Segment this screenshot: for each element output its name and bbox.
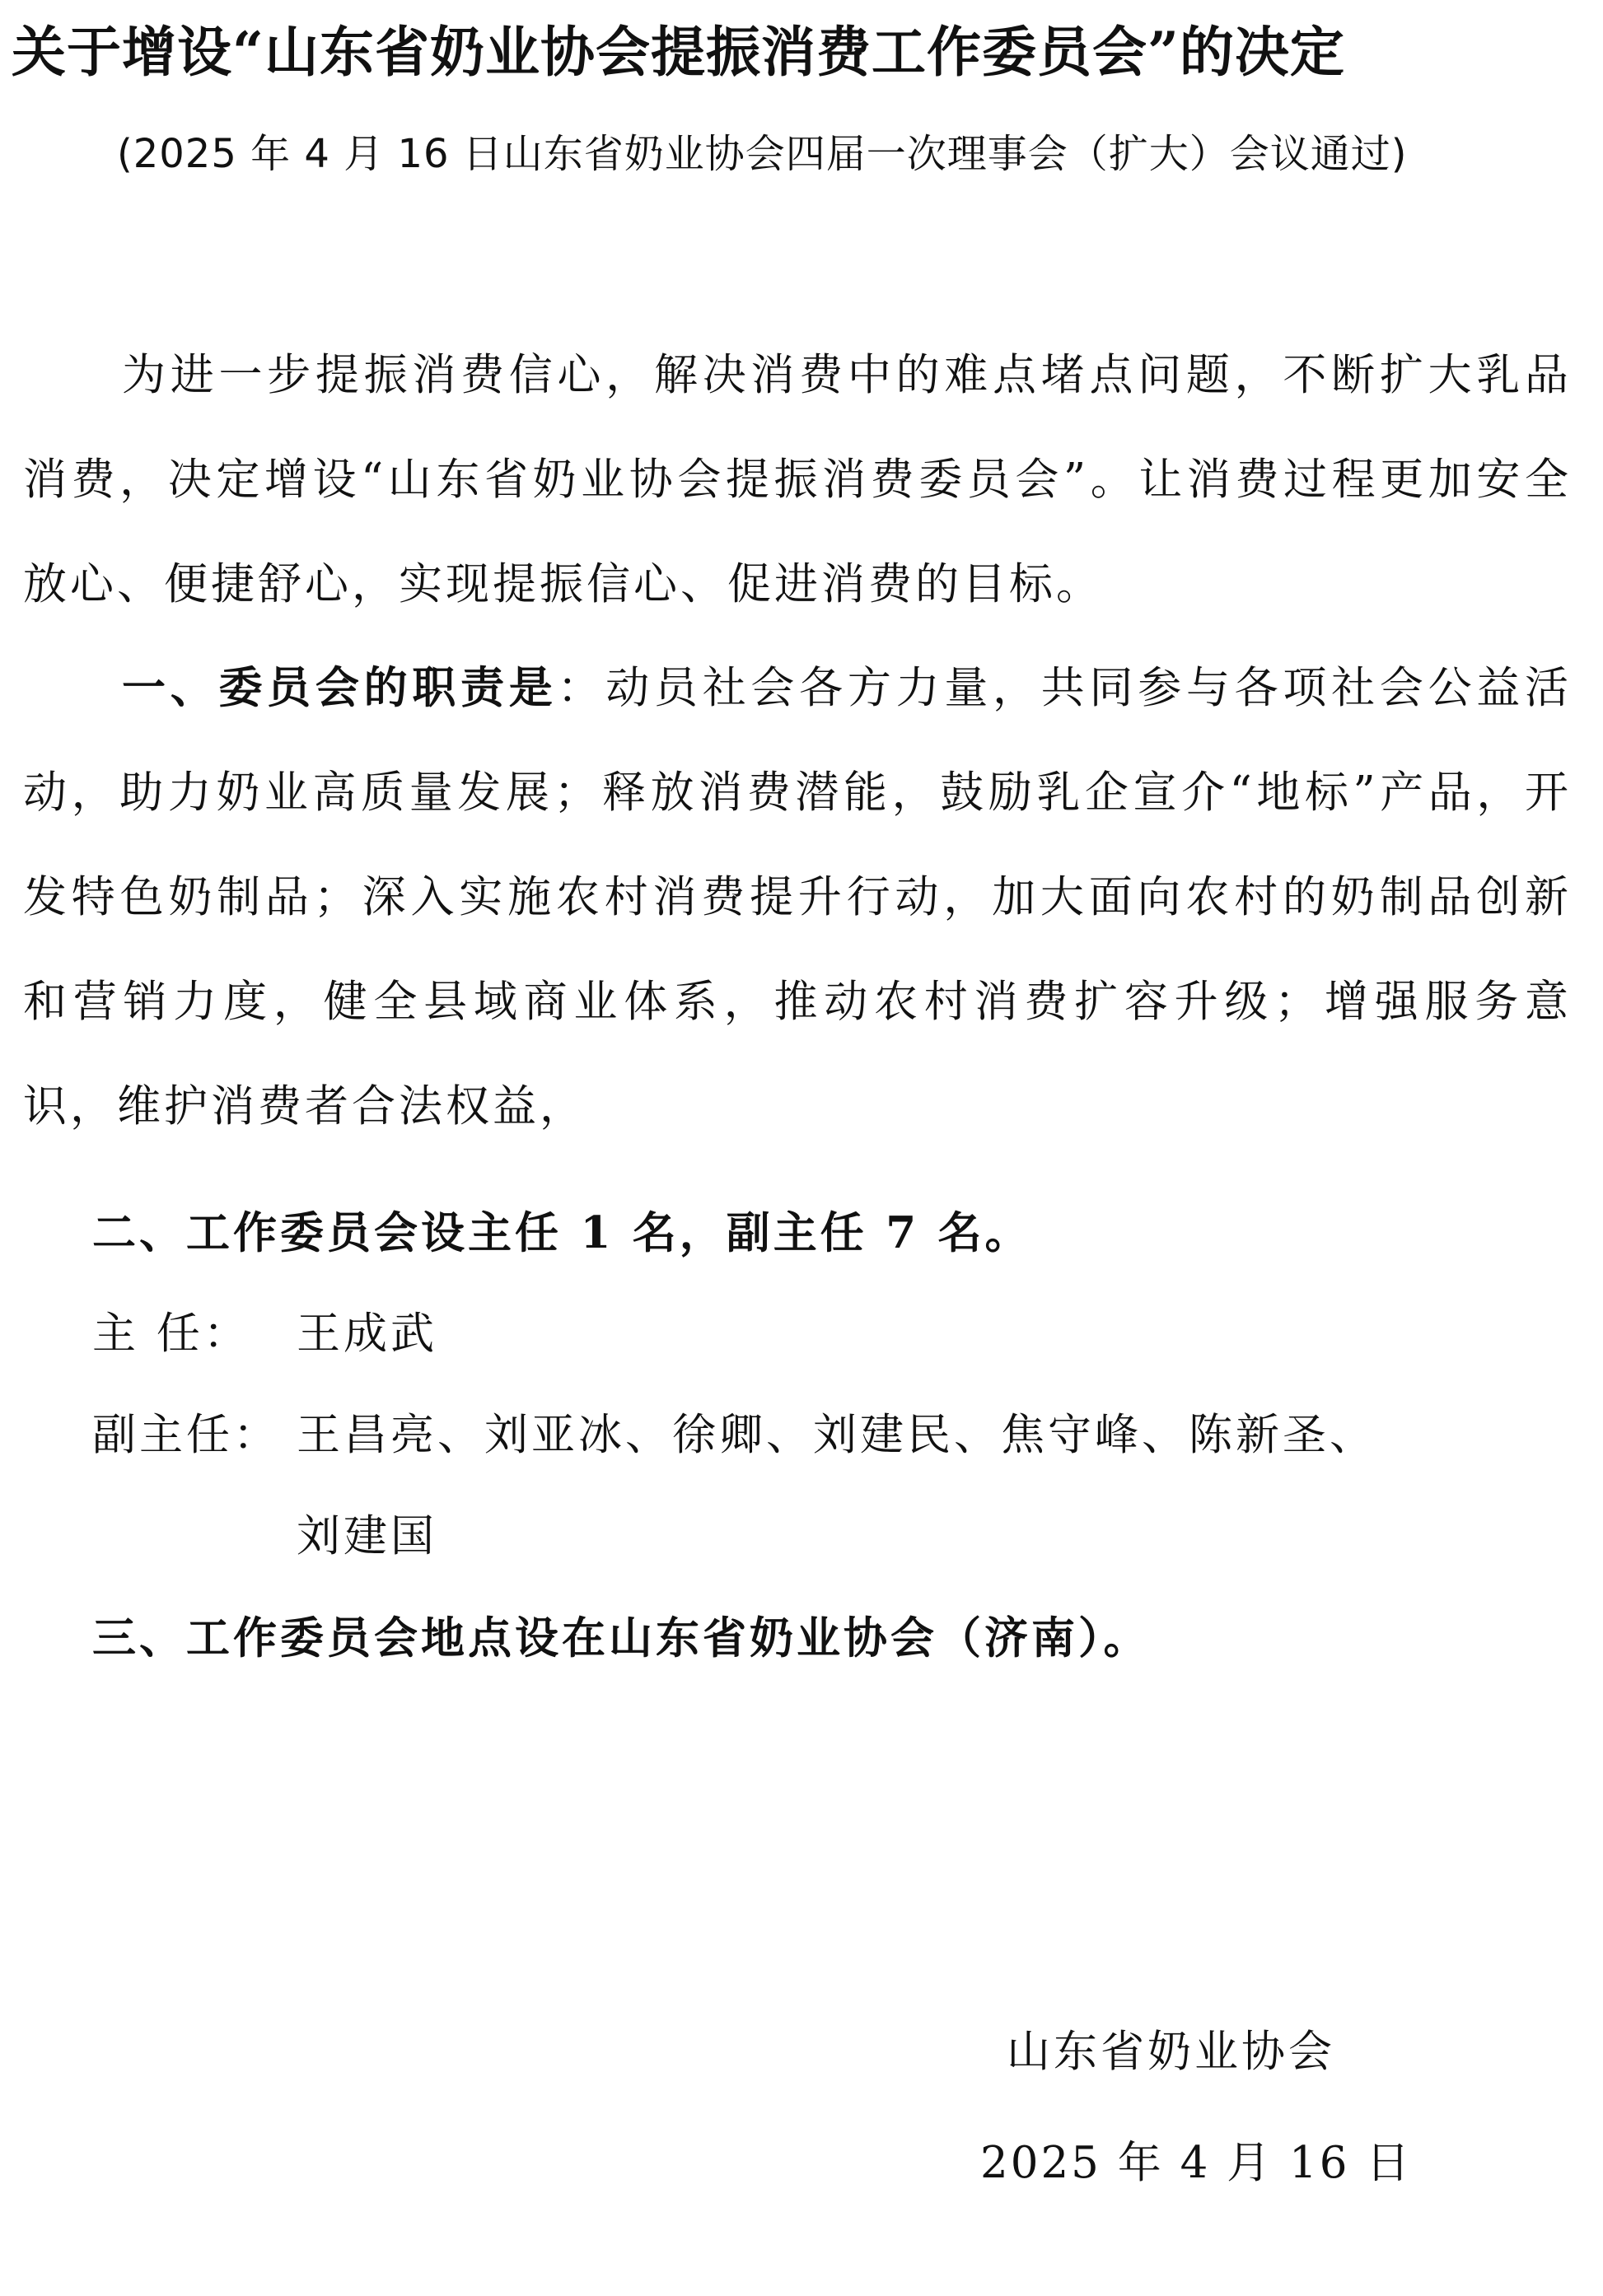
- section-3-heading: 三、工作委员会地点设在山东省奶业协会（济南）。: [92, 1612, 1151, 1664]
- document-title: 关于增设“山东省奶业协会提振消费工作委员会”的决定: [12, 20, 1345, 84]
- director-row: [92, 1304, 437, 1365]
- section-1-paragraph: [23, 636, 1572, 1159]
- intro-paragraph: 为进一步提振消费信心，解决消费中的难点堵点问题，不断扩大乳品消费，决定增设“山东省奶业协会提振消费委员会”。让消费过程更加安全放心、便捷舒心，实现提振信心、促进消费的目标。: [23, 350, 1572, 609]
- signature-organization: 山东省奶业协会: [1007, 2027, 1335, 2077]
- deputy-names: 王昌亮、刘亚冰、徐卿、刘建民、焦守峰、陈新圣、: [297, 1410, 1376, 1460]
- director-label: 主 任：: [92, 1309, 250, 1359]
- section-1-body: ：动员社会各方力量，共同参与各项社会公益活动，助力奶业高质量发展；释放消费潜能，鼓励乳企宣介“地标”产品，开发特色奶制品；深入实施农村消费提升行动，加大面向农村的奶制品创新和营销力度，健全县域商业体系，推动农村消费扩容升级；增强服务意识，维护消费者合法权益，: [23, 663, 1573, 1132]
- deputy-label: 副主任：: [92, 1410, 280, 1460]
- director-name: 王成武: [297, 1309, 437, 1359]
- deputy-directors-row: [92, 1405, 1376, 1466]
- section-1-heading: 一、委员会的职责是: [122, 662, 558, 713]
- document-subtitle: (2025 年 4 月 16 日山东省奶业协会四届一次理事会（扩大）会议通过): [117, 131, 1408, 177]
- section-2-heading: 二、工作委员会设主任 1 名，副主任 7 名。: [92, 1207, 1032, 1258]
- deputy-names-continued: 刘建国: [297, 1511, 437, 1561]
- signature-date: 2025 年 4 月 16 日: [980, 2138, 1413, 2188]
